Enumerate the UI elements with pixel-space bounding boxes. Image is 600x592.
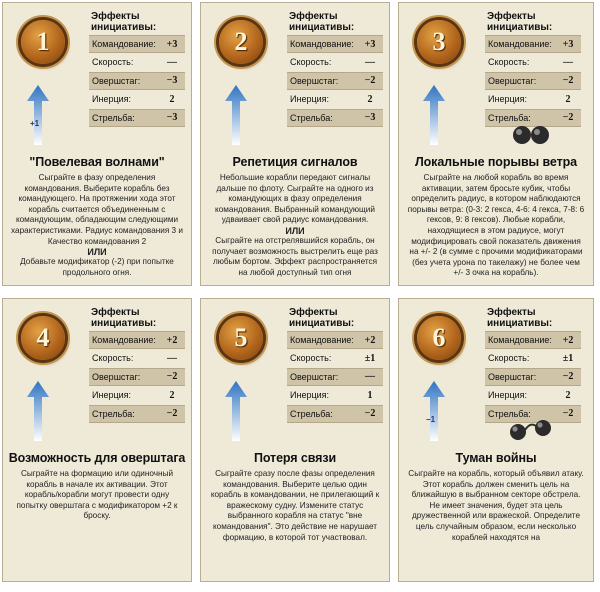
- card-number: 3: [432, 27, 446, 56]
- card-title: Репетиция сигналов: [232, 155, 358, 169]
- initiative-table: [89, 35, 185, 128]
- card-number-badge: [219, 20, 263, 64]
- initiative-row-inertia: Инерция: 2: [92, 93, 175, 105]
- initiative-row-inertia: Инерция: 2: [92, 389, 175, 401]
- initiative-title: Эффекты инициативы:: [487, 307, 553, 329]
- card-text: Сыграйте на корабль, который объявил атаку. Этот корабль должен сменить цель на ближайшую в выбранном секторе обстрела. Не имеет значения, будет эта цель дружественной или вражеской. Определите цель случайным образом, если несколько кораблей находятся на: [408, 469, 584, 542]
- cannonballs-icon: [511, 123, 551, 147]
- initiative-row-speed: Скорость: —: [290, 56, 375, 68]
- initiative-row-fire: Стрельба: −2: [287, 405, 383, 423]
- initiative-row-command: Командование: +3: [485, 35, 581, 53]
- wind-arrow-icon: [225, 381, 247, 441]
- card-number-badge: [219, 316, 263, 360]
- card-number-badge: [21, 316, 65, 360]
- initiative-row-speed: Скорость: —: [92, 56, 177, 68]
- initiative-row-command: Командование: +2: [89, 331, 185, 349]
- initiative-row-fire: Стрельба: −3: [287, 109, 383, 127]
- card-number-badge: [417, 316, 461, 360]
- initiative-table: [287, 35, 383, 128]
- card-number-badge: [417, 20, 461, 64]
- initiative-row-fire: Стрельба: −2: [89, 405, 185, 423]
- card-title: Потеря связи: [253, 451, 337, 465]
- initiative-row-speed: Скорость: ±1: [290, 352, 376, 364]
- wind-arrow-icon: [27, 381, 49, 441]
- initiative-row-fire: Стрельба: −2: [485, 405, 581, 423]
- card-title: Локальные порывы ветра: [414, 155, 578, 169]
- card-2: [200, 2, 390, 286]
- card-text: Сыграйте на формацию или одиночный корабль в начале их активации. Этот корабль/корабли могут провести одну попытку оверштага с модификатором +2 к броску.: [16, 469, 178, 521]
- chain-shot-icon: [509, 417, 553, 443]
- wind-arrow-icon: [27, 85, 49, 145]
- arrow-modifier: +1: [30, 119, 40, 128]
- initiative-row-fire: Стрельба: −2: [485, 109, 581, 127]
- initiative-row-tack: Овершстаг: −2: [287, 72, 383, 90]
- initiative-table: [485, 35, 581, 128]
- card-text: Сыграйте в фазу определения командования. Выберите корабль без командующего. На протяжении хода этот корабль считается объединенным с командующим, обладающим следующими характеристиками. Радиус командования 3 и Качество командования 2 ИЛИ Добавьте модификатор (-2) при попытке продольного огня.: [11, 173, 183, 277]
- initiative-row-fire: Стрельба: −3: [89, 109, 185, 127]
- card-3: [398, 2, 594, 286]
- initiative-row-command: Командование: +2: [485, 331, 581, 349]
- initiative-row-inertia: Инерция: 2: [488, 93, 571, 105]
- initiative-title: Эффекты инициативы:: [91, 307, 157, 329]
- initiative-title: Эффекты инициативы:: [289, 11, 355, 33]
- arrow-modifier: −1: [426, 415, 436, 424]
- card-text: Сыграйте сразу после фазы определения командования. Выберите целью один корабль в командовании, не прилегающий к вражескому судну. Измените статус выбранного корабля на статус "вне командования". Это действие не нарушает формацию, в которой тот участвовал.: [210, 469, 380, 542]
- initiative-table: [287, 331, 383, 424]
- card-number: 2: [234, 27, 248, 56]
- initiative-row-inertia: Инерция: 1: [290, 389, 373, 401]
- card-text: Сыграйте на любой корабль во время активации, затем бросьте кубик, чтобы определить радиус, в котором наблюдаются порывы ветра: (0-3: 2 гекса, 4-6: 4 гекса, 7-8: 6 гексов, 9: 8 гексов). Любые корабли, находящиеся в этом радиусе, могут модифицировать свой показатель движения на +/- 2 (в сумме с прочими модификаторами (без учета урона по такелажу) не более чем +/- 3 очка на корабль).: [407, 173, 585, 278]
- initiative-row-command: Командование: +3: [89, 35, 185, 53]
- initiative-table: [485, 331, 581, 424]
- initiative-row-tack: Овершстаг: −2: [89, 368, 185, 386]
- wind-arrow-icon: [225, 85, 247, 145]
- wind-arrow-icon: [423, 381, 445, 441]
- initiative-row-command: Командование: +3: [287, 35, 383, 53]
- initiative-row-inertia: Инерция: 2: [488, 389, 571, 401]
- initiative-row-inertia: Инерция: 2: [290, 93, 373, 105]
- card-number: 5: [234, 323, 248, 352]
- initiative-row-speed: Скорость: ±1: [488, 352, 574, 364]
- initiative-row-command: Командование: +2: [287, 331, 383, 349]
- card-6: [398, 298, 594, 582]
- card-text: Небольшие корабли передают сигналы дальше по флоту. Сыграйте на одного из командующих в фазу определения командования. Выбранный командующий удваивает свой радиус командования. ИЛИ Сыграйте на отстрелявшийся корабль, он получает возможность выстрелить еще раз любым бортом. Эффект распространяется на любой доступный тип огня: [212, 173, 378, 277]
- card-number-badge: [21, 20, 65, 64]
- initiative-title: Эффекты инициативы:: [91, 11, 157, 33]
- initiative-row-speed: Скорость: —: [488, 56, 573, 68]
- initiative-row-tack: Овершстаг: −3: [89, 72, 185, 90]
- initiative-title: Эффекты инициативы:: [289, 307, 355, 329]
- card-1: [2, 2, 192, 286]
- card-4: [2, 298, 192, 582]
- card-title: Возможность для оверштага: [8, 451, 186, 465]
- wind-arrow-icon: [423, 85, 445, 145]
- card-number: 4: [36, 323, 50, 352]
- initiative-title: Эффекты инициативы:: [487, 11, 553, 33]
- initiative-row-speed: Скорость: —: [92, 352, 177, 364]
- card-title: "Повелевая волнами": [29, 155, 165, 169]
- card-title: Туман войны: [455, 451, 537, 465]
- initiative-row-tack: Овершстаг: −2: [485, 72, 581, 90]
- card-5: [200, 298, 390, 582]
- card-number: 1: [36, 27, 50, 56]
- initiative-table: [89, 331, 185, 424]
- initiative-row-tack: Овершстаг: —: [287, 368, 383, 386]
- card-number: 6: [432, 323, 446, 352]
- initiative-row-tack: Овершстаг: −2: [485, 368, 581, 386]
